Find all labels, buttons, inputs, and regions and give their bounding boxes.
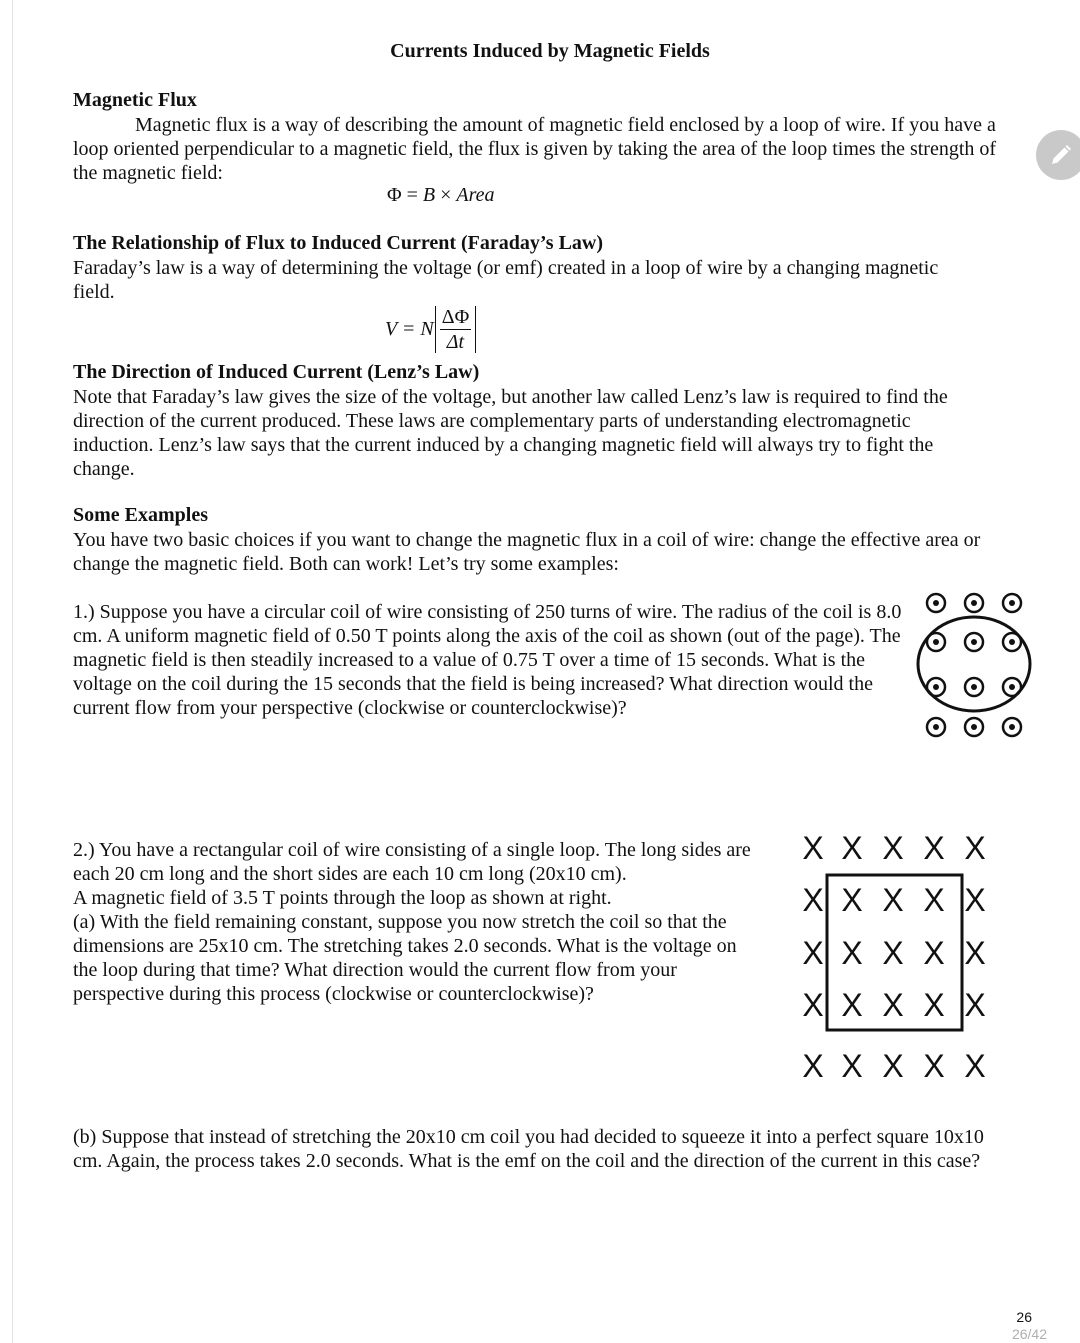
field-into-page-symbol: X: [841, 935, 863, 971]
field-dots-group: [927, 594, 1021, 736]
pencil-icon: [1049, 143, 1073, 167]
field-into-page-symbol: X: [964, 935, 986, 971]
faraday-fraction: [435, 306, 476, 353]
paragraph-magnetic-flux: Magnetic flux is a way of describing the amount of magnetic field enclosed by a loop of wire. If you have a loop oriented perpendicular to a magnetic field, the flux is given by taking the area of the loop times the strength of the magnetic field:: [73, 114, 997, 184]
field-into-page-symbol: X: [841, 830, 863, 866]
field-into-page-symbol: X: [882, 830, 904, 866]
field-into-page-symbol: X: [882, 882, 904, 918]
rectangular-coil-diagram: [790, 825, 1000, 1090]
problem-1-text: 1.) Suppose you have a circular coil of wire consisting of 250 turns of wire. The radius of the coil is 8.0 cm. A uniform magnetic field of 0.50 T points along the axis of the coil as shown (out of the page). The magnetic field is then steadily increased to a value of 0.75 T over a time of 15 seconds. What is the voltage on the coil during the 15 seconds that the field is being increased? What direction would the current flow from your perspective (clockwise or counterclockwise)?: [73, 601, 902, 719]
page-counter: 26/42: [1011, 1326, 1047, 1342]
page-number: 26: [1016, 1309, 1032, 1325]
field-into-page-symbol: X: [923, 830, 945, 866]
flux-formula-area: Area: [456, 184, 495, 206]
field-into-page-symbol: X: [964, 1048, 986, 1084]
problem-2a-text: (a) With the field remaining constant, suppose you now stretch the coil so that the dimensions are 25x10 cm. The stretching takes 2.0 seconds. What is the voltage on the loop during that time? What direction would the current flow from your perspective during this process (clockwise or counterclockwise)?: [73, 911, 737, 1005]
paragraph-some-examples: You have two basic choices if you want to change the magnetic flux in a coil of wire: change the effective area or change the magnetic field. Both can work! Let’s try some examples:: [73, 529, 981, 575]
paragraph-faraday-law: Faraday’s law is a way of determining the voltage (or emf) created in a loop of wire by a changing magnetic field.: [73, 257, 939, 303]
field-into-page-symbol: X: [882, 1048, 904, 1084]
field-into-page-symbol: X: [964, 830, 986, 866]
field-into-page-symbol: X: [802, 830, 824, 866]
field-into-page-symbol: X: [841, 987, 863, 1023]
page-edge: [12, 0, 13, 1343]
flux-formula: [387, 184, 495, 207]
field-into-page-symbol: X: [923, 1048, 945, 1084]
field-into-page-symbol: X: [802, 935, 824, 971]
problem-2-field: A magnetic field of 3.5 T points through the loop as shown at right.: [73, 887, 612, 909]
field-into-page-symbol: X: [802, 1048, 824, 1084]
circular-coil-diagram: [905, 585, 1045, 745]
paragraph-lenz-law: Note that Faraday’s law gives the size of the voltage, but another law called Lenz’s law is required to find the direction of the current produced. These laws are complementary parts of understanding electromagnetic induction. Lenz’s law says that the current induced by a changing magnetic field will always try to fight the change.: [73, 386, 948, 480]
field-into-page-symbol: X: [964, 882, 986, 918]
field-into-page-symbol: X: [923, 987, 945, 1023]
page-title: Currents Induced by Magnetic Fields: [390, 40, 710, 62]
field-x-group: [802, 830, 985, 1084]
field-into-page-symbol: X: [802, 987, 824, 1023]
flux-formula-times: ×: [435, 184, 457, 206]
faraday-numerator: ΔΦ: [441, 306, 470, 328]
heading-faraday-law: The Relationship of Flux to Induced Current (Faraday’s Law): [73, 232, 604, 254]
heading-some-examples: Some Examples: [73, 504, 208, 526]
field-into-page-symbol: X: [841, 882, 863, 918]
field-into-page-symbol: X: [882, 935, 904, 971]
field-into-page-symbol: X: [882, 987, 904, 1023]
field-into-page-symbol: X: [923, 935, 945, 971]
field-into-page-symbol: X: [802, 882, 824, 918]
heading-magnetic-flux: Magnetic Flux: [73, 89, 197, 111]
flux-formula-lhs: Φ =: [387, 184, 423, 206]
faraday-denominator: Δt: [446, 331, 465, 353]
flux-formula-b: B: [422, 184, 436, 206]
field-into-page-symbol: X: [841, 1048, 863, 1084]
field-into-page-symbol: X: [923, 882, 945, 918]
field-into-page-symbol: X: [964, 987, 986, 1023]
heading-lenz-law: The Direction of Induced Current (Lenz’s Law): [73, 361, 480, 383]
edit-button[interactable]: [1036, 130, 1080, 180]
problem-2-intro: 2.) You have a rectangular coil of wire consisting of a single loop. The long sides are each 20 cm long and the short sides are each 10 cm long (20x10 cm).: [73, 839, 751, 885]
faraday-formula-lhs: V = N: [385, 318, 434, 340]
problem-2b-text: (b) Suppose that instead of stretching the 20x10 cm coil you had decided to squeeze it into a perfect square 10x10 cm. Again, the process takes 2.0 seconds. What is the emf on the coil and the direction of the current in this case?: [73, 1126, 984, 1172]
faraday-formula: [385, 306, 476, 353]
